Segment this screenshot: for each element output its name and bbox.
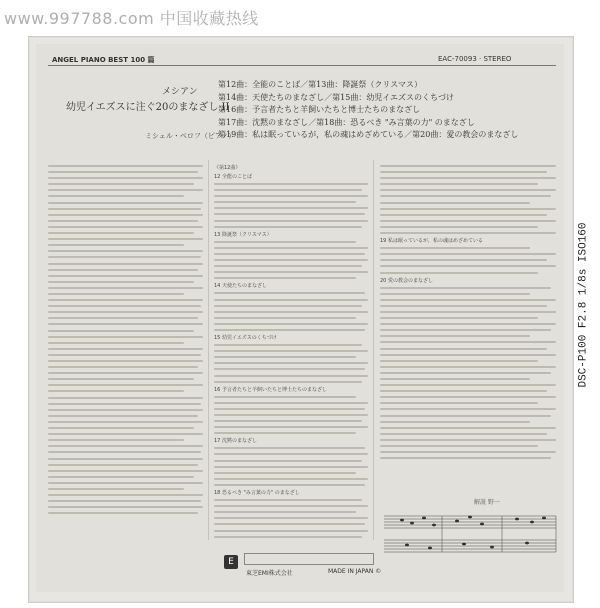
fine-print-line [214, 408, 365, 410]
fine-print-line [380, 360, 538, 362]
liner-notes-column-1 [48, 165, 203, 518]
fine-print-line [214, 259, 368, 261]
fine-print-line [48, 342, 184, 344]
fine-print-line [380, 402, 538, 404]
fine-print-line [48, 470, 203, 472]
fine-print-line [380, 183, 538, 185]
fine-print-line [380, 208, 556, 210]
fine-print-line [214, 292, 365, 294]
fine-print-line [380, 378, 530, 380]
fine-print-line [214, 466, 368, 468]
fine-print-line [380, 293, 530, 295]
fine-print-line [380, 165, 556, 167]
section-heading: 12 全能のことば [214, 174, 252, 180]
fine-print-line [380, 457, 551, 459]
fine-print-line [48, 403, 201, 405]
fine-print-line [380, 305, 547, 307]
fine-print-line [380, 445, 538, 447]
fine-print-line [48, 439, 184, 441]
fine-print-line [214, 447, 365, 449]
fine-print-line [48, 384, 203, 386]
section-heading: 17 沈黙のまなざし [214, 438, 257, 445]
fine-print-line [214, 183, 368, 185]
fine-print-line [48, 208, 201, 210]
record-company: 東芝EMI株式会社 [246, 570, 293, 577]
fine-print-line [214, 478, 368, 480]
fine-print-line [214, 317, 356, 319]
fine-print-line [214, 530, 368, 532]
fine-print-line [214, 499, 362, 501]
fine-print-line [380, 177, 556, 179]
fine-print-line [214, 247, 368, 249]
composer-name: メシアン [162, 87, 198, 97]
fine-print-line [48, 330, 194, 332]
fine-print-line [48, 232, 194, 234]
fine-print-line [48, 195, 184, 197]
fine-print-line [380, 171, 547, 173]
fine-print-line [48, 409, 203, 411]
fine-print-line [48, 378, 194, 380]
fine-print-line [48, 464, 198, 466]
section-heading: 《第12曲》 [214, 165, 241, 171]
fine-print-line [380, 354, 556, 356]
camera-caption-text: DSC-P100 F2.8 1/8s ISO160 [578, 222, 590, 388]
fine-print-line [48, 445, 203, 447]
fine-print-line [380, 415, 551, 417]
fine-print-line [380, 329, 551, 331]
fine-print-line [380, 195, 551, 197]
fine-print-line [214, 536, 362, 538]
fine-print-line [48, 433, 203, 435]
fine-print-line [380, 214, 547, 216]
liner-notes-byline: 解説 野一 [474, 499, 500, 506]
fine-print-line [214, 472, 356, 474]
fine-print-line [214, 201, 356, 203]
section-heading: 15 幼児イエズスのくちづけ [214, 335, 277, 342]
fine-print-line [380, 272, 538, 274]
fine-print-line [48, 348, 203, 350]
section-heading: 16 予言者たちと羊飼いたちと博士たちのまなざし [214, 386, 327, 393]
track-line: 第14曲：天使たちのまなざし／第15曲：幼児イエズスのくちづけ [218, 92, 454, 102]
track-list [218, 79, 558, 142]
fine-print-line [380, 226, 538, 228]
fine-print-line [48, 354, 201, 356]
fine-print-line [214, 277, 356, 279]
fine-print-line [380, 259, 547, 261]
fine-print-line [380, 311, 556, 313]
fine-print-line [48, 183, 194, 185]
fine-print-line [380, 220, 556, 222]
fine-print-line [48, 299, 203, 301]
music-score-excerpt [382, 510, 558, 570]
fine-print-line [380, 299, 556, 301]
fine-print-line [48, 372, 203, 374]
fine-print-line [214, 517, 368, 519]
fine-print-line [214, 484, 365, 486]
fine-print-line [380, 335, 530, 337]
fine-print-line [214, 396, 356, 398]
fine-print-line [48, 281, 194, 283]
fine-print-line [380, 348, 547, 350]
fine-print-line [214, 432, 356, 434]
fine-print-line [48, 165, 203, 167]
fine-print-line [380, 396, 556, 398]
fine-print-line [48, 226, 203, 228]
fine-print-line [380, 323, 556, 325]
section-heading: 20 愛の教会のまなざし [380, 277, 433, 284]
fine-print-line [214, 271, 368, 273]
fine-print-line [214, 305, 362, 307]
fine-print-line [214, 402, 368, 404]
label-logo-letter: E [228, 557, 234, 567]
fine-print-line [214, 189, 362, 191]
fine-print-line [214, 344, 362, 346]
fine-print-line [48, 427, 194, 429]
fine-print-line [48, 305, 201, 307]
fine-print-line [48, 263, 203, 265]
fine-print-line [48, 500, 201, 502]
track-line: 第16曲：予言者たちと羊飼いたちと博士たちのまなざし [218, 105, 421, 114]
fine-print-line [48, 494, 203, 496]
track-line: 第19曲：私は眠っているが，私の魂はめざめている／第20曲：愛の教会のまなざし [218, 130, 519, 139]
fine-print-line [48, 220, 198, 222]
fine-print-line [214, 323, 368, 325]
fine-print-line [48, 287, 203, 289]
fine-print-line [214, 460, 362, 462]
fine-print-line [380, 433, 547, 435]
fine-print-line [214, 368, 365, 370]
fine-print-line [380, 247, 530, 249]
fine-print-line [48, 360, 203, 362]
fine-print-line [380, 341, 556, 343]
fine-print-line [48, 275, 203, 277]
fine-print-line [214, 195, 368, 197]
fine-print-line [48, 293, 184, 295]
header-rule [48, 65, 556, 66]
fine-print-line [48, 214, 203, 216]
fine-print-line [48, 482, 203, 484]
fine-print-line [214, 213, 365, 215]
fine-print-line [48, 458, 203, 460]
fine-print-line [48, 421, 203, 423]
fine-print-line [48, 250, 203, 252]
fine-print-line [380, 253, 556, 255]
fine-print-line [380, 451, 556, 453]
fine-print-line [214, 265, 362, 267]
fine-print-line [48, 451, 201, 453]
track-line: 第12曲：全能のことば／第13曲：降誕祭（クリスマス） [218, 80, 423, 89]
fine-print-line [214, 207, 368, 209]
fine-print-line [214, 356, 356, 358]
fine-print-line [214, 329, 365, 331]
fine-print-line [380, 390, 547, 392]
fine-print-line [48, 397, 203, 399]
fine-print-line [214, 426, 368, 428]
camera-caption [572, 45, 596, 565]
fine-print-line [214, 362, 368, 364]
fine-print-line [48, 244, 184, 246]
fine-print-line [48, 476, 194, 478]
track-line: 第17曲：沈黙のまなざし／第18曲：恐るべき "み言葉の力" のまなざし [218, 117, 475, 127]
fine-print-line [48, 311, 203, 313]
fine-print-line [214, 241, 356, 243]
fine-print-line [214, 299, 368, 301]
fine-print-line [214, 226, 362, 228]
made-in-notice: MADE IN JAPAN © [328, 568, 382, 575]
fine-print-line [48, 317, 198, 319]
fine-print-line [48, 488, 184, 490]
fine-print-line [48, 506, 203, 508]
fine-print-line [48, 366, 198, 368]
footer-notice-box [244, 553, 374, 565]
fine-print-line [380, 366, 556, 368]
fine-print-line [214, 381, 362, 383]
performer-name: ミシェル・ベロフ（ピアノ） [145, 132, 236, 140]
fine-print-line [380, 421, 530, 423]
fine-print-line [48, 189, 203, 191]
section-heading: 18 恐るべき "み言葉の力" のまなざし [214, 490, 300, 497]
fine-print-line [214, 375, 368, 377]
fine-print-line [214, 350, 368, 352]
watermark-text: www.997788.com 中国收藏热线 [4, 9, 259, 28]
section-heading: 13 降誕祭（クリスマス） [214, 231, 272, 238]
liner-notes-column-3 [380, 165, 556, 463]
fine-print-line [48, 390, 184, 392]
fine-print-line [380, 384, 556, 386]
fine-print-line [214, 311, 368, 313]
fine-print-line [380, 427, 556, 429]
fine-print-line [214, 420, 362, 422]
fine-print-line [48, 269, 198, 271]
fine-print-line [214, 414, 368, 416]
catalog-number: EAC-70093 · STEREO [438, 55, 512, 63]
fine-print-line [380, 189, 556, 191]
fine-print-line [48, 415, 198, 417]
section-heading: 19 私は眠っているが，私の魂はめざめている [380, 238, 483, 245]
fine-print-line [214, 505, 368, 507]
fine-print-line [48, 171, 198, 173]
fine-print-line [380, 287, 551, 289]
label-logo [224, 555, 238, 569]
work-title: 幼児イエズスに注ぐ20のまなざし II [66, 102, 230, 113]
column-divider [208, 160, 209, 540]
liner-notes-column-2 [214, 165, 368, 542]
fine-print-line [48, 336, 203, 338]
fine-print-line [48, 323, 203, 325]
fine-print-line [214, 253, 365, 255]
fine-print-line [380, 408, 556, 410]
fine-print-line [214, 511, 356, 513]
fine-print-line [48, 177, 203, 179]
column-divider [373, 160, 374, 540]
fine-print-line [380, 439, 556, 441]
fine-print-line [48, 202, 203, 204]
fine-print-line [48, 256, 201, 258]
fine-print-line [214, 220, 368, 222]
fine-print-line [380, 317, 538, 319]
series-label: ANGEL PIANO BEST 100 篇 [52, 56, 155, 64]
fine-print-line [214, 523, 365, 525]
fine-print-line [214, 453, 368, 455]
fine-print-line [380, 372, 551, 374]
fine-print-line [48, 238, 203, 240]
section-heading: 14 天使たちのまなざし [214, 283, 267, 290]
fine-print-line [380, 202, 530, 204]
fine-print-line [380, 232, 556, 234]
fine-print-line [48, 512, 198, 514]
fine-print-line [380, 265, 556, 267]
